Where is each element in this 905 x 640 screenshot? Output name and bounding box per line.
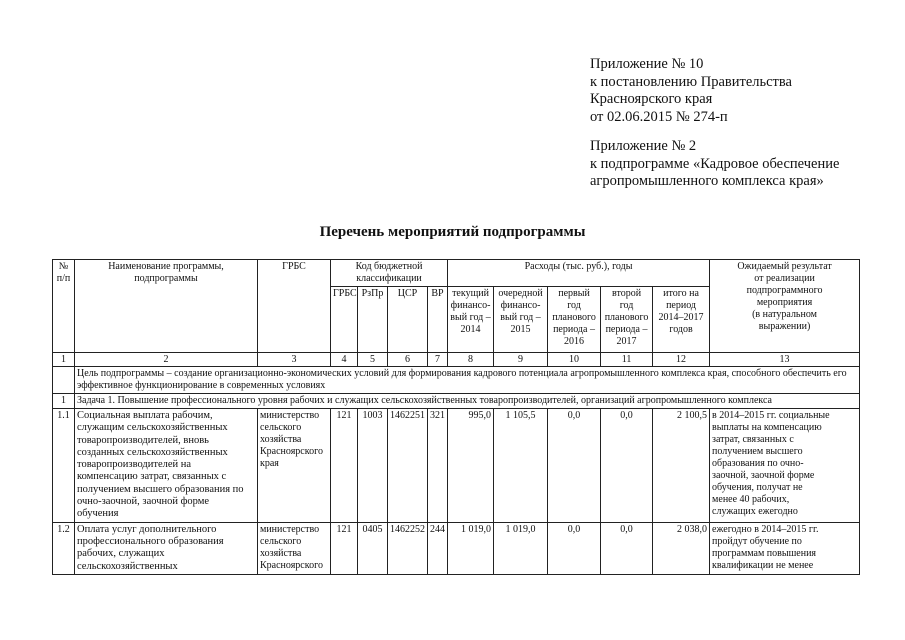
appendix-block-resolution bbox=[590, 56, 792, 126]
row-value-2016: 0,0 bbox=[548, 409, 601, 523]
appendix-line: Приложение № 10 bbox=[590, 56, 704, 72]
row-num: 1.2 bbox=[53, 522, 75, 574]
row-value-2015: 1 105,5 bbox=[494, 409, 548, 523]
header-year-2015: очередной финансо- вый год – 2015 bbox=[494, 287, 548, 353]
goal-row bbox=[53, 367, 860, 394]
appendix-line: от 02.06.2015 № 274-п bbox=[590, 108, 728, 125]
row-name: Социальная выплата рабочим, служащим сельскохозяйственных товаропроизводителей, вновь созданных сельскохозяйственных товаропроизводителей на компенсацию затрат, связанных с получением высшего образования по очно-заочной, заочной форме обучения bbox=[75, 409, 258, 523]
row-value-2014: 995,0 bbox=[448, 409, 494, 523]
appendix-block-subprogram bbox=[590, 138, 839, 191]
column-number: 11 bbox=[601, 353, 653, 367]
header-vr: ВР bbox=[428, 287, 448, 353]
row-rzpr: 1003 bbox=[358, 409, 388, 523]
goal-num-cell bbox=[53, 367, 75, 394]
row-total: 2 100,5 bbox=[653, 409, 710, 523]
column-number: 1 bbox=[53, 353, 75, 367]
document-title: Перечень мероприятий подпрограммы bbox=[319, 224, 586, 240]
row-grbs-code: 121 bbox=[331, 522, 358, 574]
appendix-line: к постановлению Правительства bbox=[590, 73, 792, 90]
column-number: 8 bbox=[448, 353, 494, 367]
column-number: 3 bbox=[258, 353, 331, 367]
row-csr: 1462252 bbox=[388, 522, 428, 574]
header-name: Наименование программы, подпрограммы bbox=[75, 260, 258, 353]
column-number: 6 bbox=[388, 353, 428, 367]
header-result: Ожидаемый результат от реализации подпрограммного мероприятия (в натуральном выражении) bbox=[710, 260, 860, 353]
column-number: 5 bbox=[358, 353, 388, 367]
header-grbs-code: ГРБС bbox=[331, 287, 358, 353]
appendix-line: Красноярского края bbox=[590, 91, 713, 107]
row-grbs: министерство сельского хозяйства Красноярского bbox=[258, 522, 331, 574]
header-budget-code: Код бюджетной классификации bbox=[331, 260, 448, 287]
appendix-line: агропромышленного комплекса края» bbox=[590, 173, 824, 189]
row-rzpr: 0405 bbox=[358, 522, 388, 574]
row-vr: 244 bbox=[428, 522, 448, 574]
row-value-2017: 0,0 bbox=[601, 409, 653, 523]
task-row bbox=[53, 394, 860, 409]
header-csr: ЦСР bbox=[388, 287, 428, 353]
column-number: 13 bbox=[710, 353, 860, 367]
column-number: 12 bbox=[653, 353, 710, 367]
row-value-2015: 1 019,0 bbox=[494, 522, 548, 574]
row-csr: 1462251 bbox=[388, 409, 428, 523]
header-grbs: ГРБС bbox=[258, 260, 331, 353]
row-num: 1.1 bbox=[53, 409, 75, 523]
row-result: ежегодно в 2014–2015 гг. пройдут обучение по программам повышения квалификации не менее bbox=[710, 522, 860, 574]
column-number: 4 bbox=[331, 353, 358, 367]
column-number: 2 bbox=[75, 353, 258, 367]
header-total: итого на период 2014–2017 годов bbox=[653, 287, 710, 353]
row-result: в 2014–2015 гг. социальные выплаты на компенсацию затрат, связанных с получением высшего образования по очно- заочной, заочной форме обучения, получат не менее 40 рабочих, служащих ежегодно bbox=[710, 409, 860, 523]
row-value-2014: 1 019,0 bbox=[448, 522, 494, 574]
task-num: 1 bbox=[53, 394, 75, 409]
header-num: № п/п bbox=[53, 260, 75, 353]
header-year-2016: первый год планового периода – 2016 bbox=[548, 287, 601, 353]
table-row bbox=[53, 409, 860, 523]
appendix-line: Приложение № 2 bbox=[590, 138, 697, 154]
header-expenses: Расходы (тыс. руб.), годы bbox=[448, 260, 710, 287]
header-year-2014: текущий финансо- вый год – 2014 bbox=[448, 287, 494, 353]
header-year-2017: второй год планового периода – 2017 bbox=[601, 287, 653, 353]
column-number-row bbox=[53, 353, 860, 367]
row-vr: 321 bbox=[428, 409, 448, 523]
column-number: 9 bbox=[494, 353, 548, 367]
row-total: 2 038,0 bbox=[653, 522, 710, 574]
row-name: Оплата услуг дополнительного профессионального образования рабочих, служащих сельскохозяйственных bbox=[75, 522, 258, 574]
appendix-line: к подпрограмме «Кадровое обеспечение bbox=[590, 155, 840, 172]
row-grbs-code: 121 bbox=[331, 409, 358, 523]
row-grbs: министерство сельского хозяйства Красноярского края bbox=[258, 409, 331, 523]
measures-table bbox=[52, 259, 860, 575]
column-number: 10 bbox=[548, 353, 601, 367]
subprogram-goal: Цель подпрограммы – создание организационно-экономических условий для формирования кадрового потенциала агропромышленного комплекса края, способного обеспечить его эффективное функционирование в современных условиях bbox=[75, 367, 860, 394]
table-row bbox=[53, 522, 860, 574]
header-rzpr: РзПр bbox=[358, 287, 388, 353]
row-value-2016: 0,0 bbox=[548, 522, 601, 574]
task-text: Задача 1. Повышение профессионального уровня рабочих и служащих сельскохозяйственных товаропроизводителей, организаций агропромышленного комплекса bbox=[75, 394, 860, 409]
column-number: 7 bbox=[428, 353, 448, 367]
row-value-2017: 0,0 bbox=[601, 522, 653, 574]
